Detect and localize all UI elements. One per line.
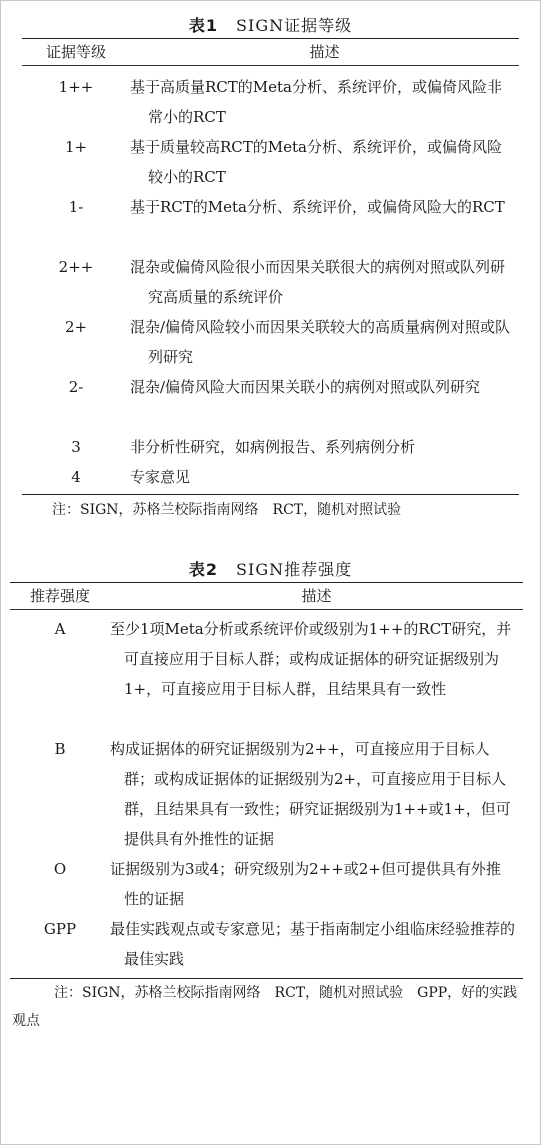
description-cell <box>130 372 519 432</box>
description-cell <box>130 132 519 192</box>
table-row <box>10 854 523 914</box>
table-note: 注：SIGN，苏格兰校际指南网络 RCT，随机对照试验 <box>52 502 402 518</box>
description-cell <box>110 614 523 734</box>
strength-cell: GPP <box>43 920 77 938</box>
table-number: 表2 <box>188 560 219 579</box>
table-note <box>0 979 541 1035</box>
level-cell: 3 <box>71 438 81 456</box>
description-text: 至少1项Meta分析或系统评价或级别为1++的RCT研究，并可直接应用于目标人群；或构成证据体的研究证据级别为1+，可直接应用于目标人群，且结果具有一致性 <box>110 620 512 698</box>
description-cell <box>110 734 523 854</box>
table-row <box>10 914 523 974</box>
description-cell <box>110 854 523 914</box>
table-row <box>22 72 519 132</box>
description-text: 证据级别为3或4；研究级别为2++或2+但可提供具有外推性的证据 <box>110 860 501 908</box>
table-title: SIGN推荐强度 <box>236 560 353 579</box>
table-caption <box>0 558 541 582</box>
strength-cell: O <box>53 860 67 878</box>
column-header-level: 证据等级 <box>45 43 106 61</box>
description-text: 基于高质量RCT的Meta分析、系统评价，或偏倚风险非常小的RCT <box>130 78 502 126</box>
description-text: 混杂/偏倚风险较小而因果关联较大的高质量病例对照或队列研究 <box>130 318 511 366</box>
description-cell <box>130 462 519 492</box>
table-caption <box>0 14 541 38</box>
table-row <box>22 132 519 192</box>
column-header-description: 描述 <box>309 43 340 61</box>
level-cell: 2- <box>68 378 84 396</box>
table-note-text: 注：SIGN，苏格兰校际指南网络 RCT，随机对照试验 GPP，好的实践观点 <box>12 985 518 1029</box>
level-cell: 1- <box>68 198 84 216</box>
description-cell <box>130 72 519 132</box>
level-cell: 1+ <box>64 138 88 156</box>
table-number: 表1 <box>188 16 219 35</box>
description-text: 专家意见 <box>130 468 191 486</box>
description-cell <box>110 914 523 974</box>
table-header-row <box>10 583 523 609</box>
table-row <box>22 462 519 492</box>
description-cell <box>130 192 519 252</box>
level-cell: 2+ <box>64 318 88 336</box>
table-row <box>22 192 519 252</box>
description-text: 基于RCT的Meta分析、系统评价，或偏倚风险大的RCT <box>130 198 505 216</box>
level-cell: 1++ <box>58 78 94 96</box>
level-cell: 2++ <box>58 258 94 276</box>
table-sign-evidence-levels <box>0 14 541 525</box>
table-row <box>22 252 519 312</box>
table-sign-recommendation-strength <box>0 558 541 1035</box>
description-cell <box>130 312 519 372</box>
strength-cell: A <box>54 620 66 638</box>
table-title: SIGN证据等级 <box>236 16 353 35</box>
table-row <box>22 312 519 372</box>
description-text: 混杂或偏倚风险很小而因果关联很大的病例对照或队列研究高质量的系统评价 <box>130 258 506 306</box>
table-header-row <box>22 39 519 65</box>
description-text: 混杂/偏倚风险大而因果关联小的病例对照或队列研究 <box>130 378 481 396</box>
description-text: 非分析性研究，如病例报告、系列病例分析 <box>130 438 416 456</box>
description-text: 构成证据体的研究证据级别为2++，可直接应用于目标人群；或构成证据体的证据级别为2+，可直接应用于目标人群，且结果具有一致性；研究证据级别为1++或1+，但可提供具有外推性的证据 <box>110 740 511 848</box>
table-row <box>10 614 523 734</box>
strength-cell: B <box>54 740 66 758</box>
description-text: 最佳实践观点或专家意见；基于指南制定小组临床经验推荐的最佳实践 <box>110 920 516 968</box>
column-header-strength: 推荐强度 <box>29 587 90 605</box>
description-cell <box>130 252 519 312</box>
table-row <box>22 432 519 462</box>
column-header-description: 描述 <box>301 587 332 605</box>
description-text: 基于质量较高RCT的Meta分析、系统评价，或偏倚风险较小的RCT <box>130 138 502 186</box>
table-row <box>22 372 519 432</box>
description-cell <box>130 432 519 462</box>
level-cell: 4 <box>71 468 81 486</box>
table-row <box>10 734 523 854</box>
